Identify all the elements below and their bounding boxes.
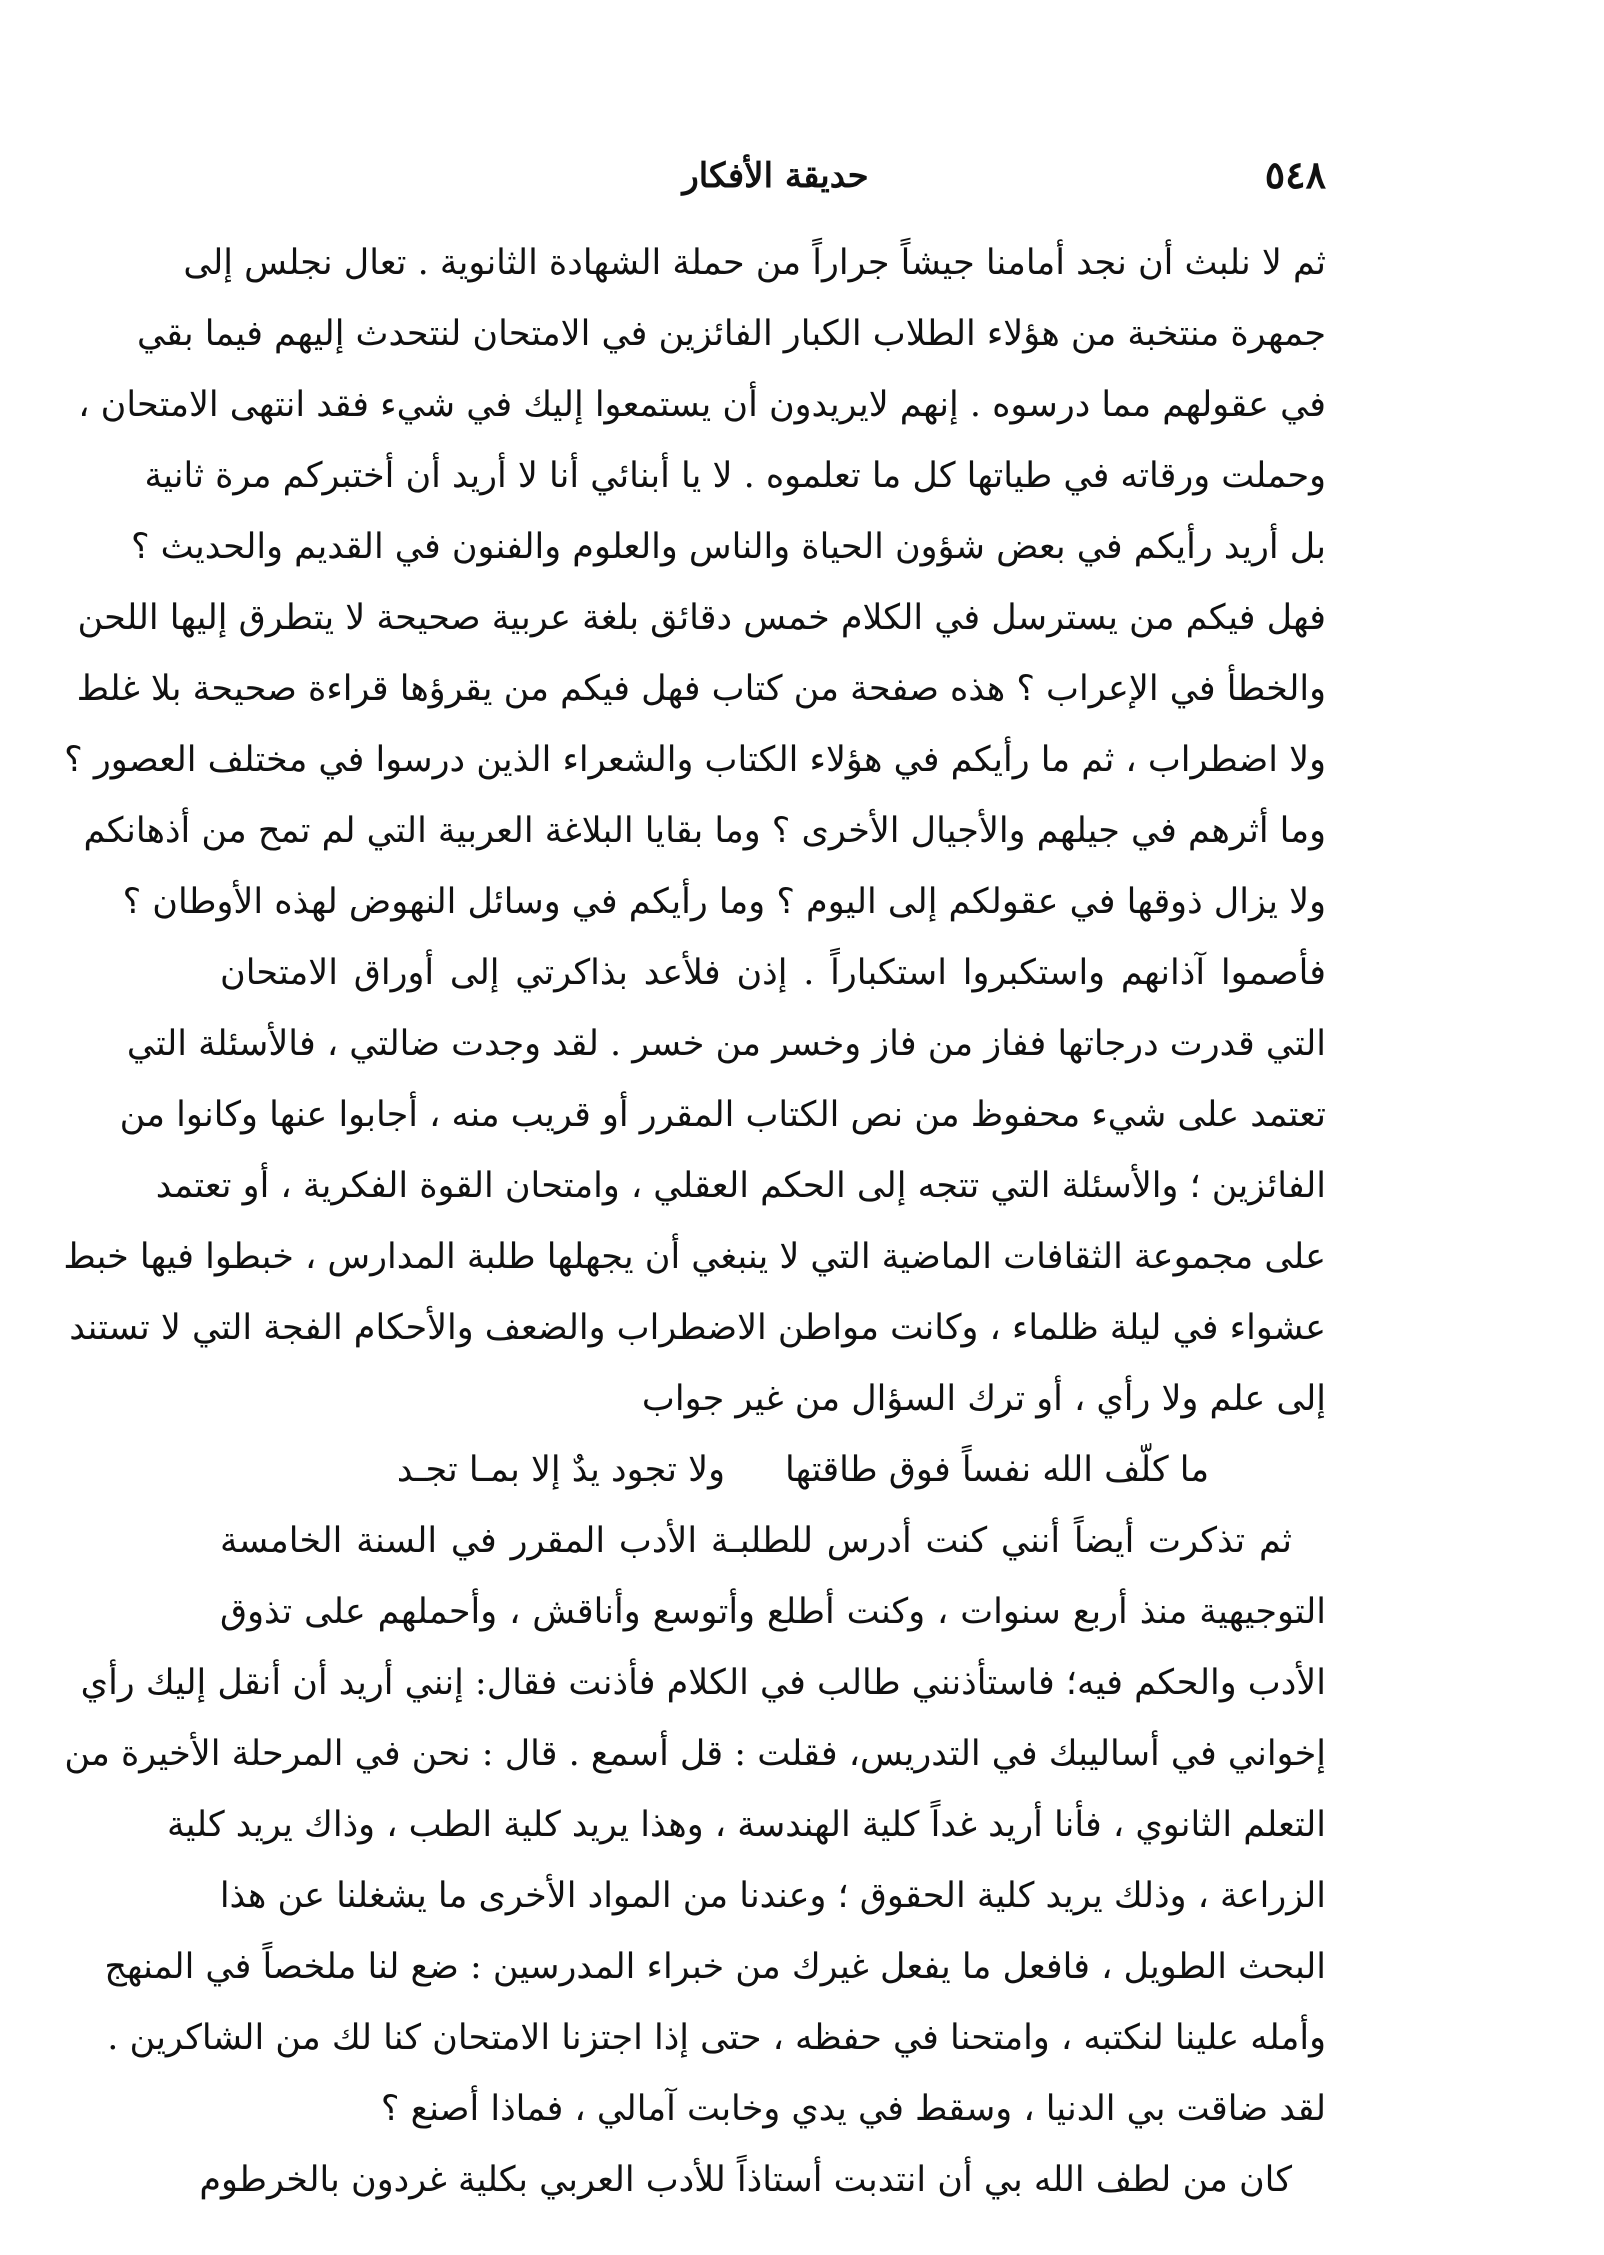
running-title: حديقة الأفكار: [682, 156, 869, 196]
text-line: لقد ضاقت بي الدنيا ، وسقط في يدي وخابت آمالي ، فماذا أصنع ؟: [380, 2089, 1326, 2129]
text-line: ولا يزال ذوقها في عقولكم إلى اليوم ؟ وما رأيكم في وسائل النهوض لهذه الأوطان ؟: [122, 882, 1326, 922]
text-line: عشواء في ليلة ظلماء ، وكانت مواطن الاضطراب والضعف والأحكام الفجة التي لا تستند: [69, 1308, 1326, 1348]
text-line: إخواني في أساليبك في التدريس، فقلت : قل أسمع . قال : نحن في المرحلة الأخيرة من: [64, 1734, 1326, 1774]
poem-verse: [220, 1435, 1326, 1506]
text-line: ثم تذكرت أيضاً أنني كنت أدرس للطلبـة الأدب المقرر في السنة الخامسة: [220, 1521, 1292, 1561]
text-line: الزراعة ، وذلك يريد كلية الحقوق ؛ وعندنا من المواد الأخرى ما يشغلنا عن هذا: [219, 1876, 1326, 1916]
body-text: [63, 228, 1326, 2216]
text-line: بل أريد رأيكم في بعض شؤون الحياة والناس والعلوم والفنون في القديم والحديث ؟: [130, 527, 1326, 567]
page-header: [225, 152, 1326, 212]
text-line: والخطأ في الإعراب ؟ هذه صفحة من كتاب فهل فيكم من يقرؤها قراءة صحيحة بلا غلط: [76, 669, 1326, 709]
text-line: الفائزين ؛ والأسئلة التي تتجه إلى الحكم العقلي ، وامتحان القوة الفكرية ، أو تعتمد: [155, 1166, 1326, 1206]
text-line: فأصموا آذانهم واستكبروا استكباراً . إذن فلأعد بذاكرتي إلى أوراق الامتحان: [220, 953, 1326, 993]
text-line: في عقولهم مما درسوه . إنهم لايريدون أن يستمعوا إليك في شيء فقد انتهى الامتحان ،: [78, 385, 1326, 425]
text-line: البحث الطويل ، فافعل ما يفعل غيرك من خبراء المدرسين : ضع لنا ملخصاً في المنهج: [104, 1947, 1326, 1987]
text-line: وحملت ورقاته في طياتها كل ما تعلموه . لا يا أبنائي أنا لا أريد أن أختبركم مرة ثانية: [144, 456, 1326, 496]
poem-second-hemistich: ولا تجود يدٌ إلا بمـا تجـد: [396, 1450, 725, 1490]
text-line: الأدب والحكم فيه؛ فاستأذنني طالب في الكلام فأذنت فقال: إنني أريد أن أنقل إليك رأي: [80, 1663, 1326, 1703]
text-line: التعلم الثانوي ، فأنا أريد غداً كلية الهندسة ، وهذا يريد كلية الطب ، وذاك يريد كلية: [167, 1805, 1326, 1845]
text-line: التوجيهية منذ أربع سنوات ، وكنت أطلع وأتوسع وأناقش ، وأحملهم على تذوق: [220, 1592, 1326, 1632]
text-line: ولا اضطراب ، ثم ما رأيكم في هؤلاء الكتاب والشعراء الذين درسوا في مختلف العصور ؟: [64, 740, 1326, 780]
text-line: على مجموعة الثقافات الماضية التي لا ينبغي أن يجهلها طلبة المدارس ، خبطوا فيها خبط: [63, 1237, 1326, 1277]
text-line: جمهرة منتخبة من هؤلاء الطلاب الكبار الفائزين في الامتحان لنتحدث إليهم فيما بقي: [136, 314, 1326, 354]
text-line: وأمله علينا لنكتبه ، وامتحنا في حفظه ، حتى إذا اجتزنا الامتحان كنا لك من الشاكرين .: [107, 2018, 1326, 2058]
poem-first-hemistich: ما كلّف الله نفساً فوق طاقتها: [785, 1450, 1210, 1490]
text-line: فهل فيكم من يسترسل في الكلام خمس دقائق بلغة عربية صحيحة لا يتطرق إليها اللحن: [77, 598, 1326, 638]
text-line: ثم لا نلبث أن نجد أمامنا جيشاً جراراً من حملة الشهادة الثانوية . تعال نجلس إلى: [183, 243, 1326, 283]
text-line: وما أثرهم في جيلهم والأجيال الأخرى ؟ وما بقايا البلاغة العربية التي لم تمح من أذهانكم: [83, 811, 1326, 851]
text-line: التي قدرت درجاتها ففاز من فاز وخسر من خسر . لقد وجدت ضالتي ، فالأسئلة التي: [126, 1024, 1326, 1064]
text-line: تعتمد على شيء محفوظ من نص الكتاب المقرر أو قريب منه ، أجابوا عنها وكانوا من: [119, 1095, 1326, 1135]
text-line: إلى علم ولا رأي ، أو ترك السؤال من غير جواب: [641, 1379, 1326, 1419]
text-line: كان من لطف الله بي أن انتدبت أستاذاً للأدب العربي بكلية غردون بالخرطوم: [199, 2160, 1292, 2200]
page-number: ٥٤٨: [1264, 152, 1326, 197]
